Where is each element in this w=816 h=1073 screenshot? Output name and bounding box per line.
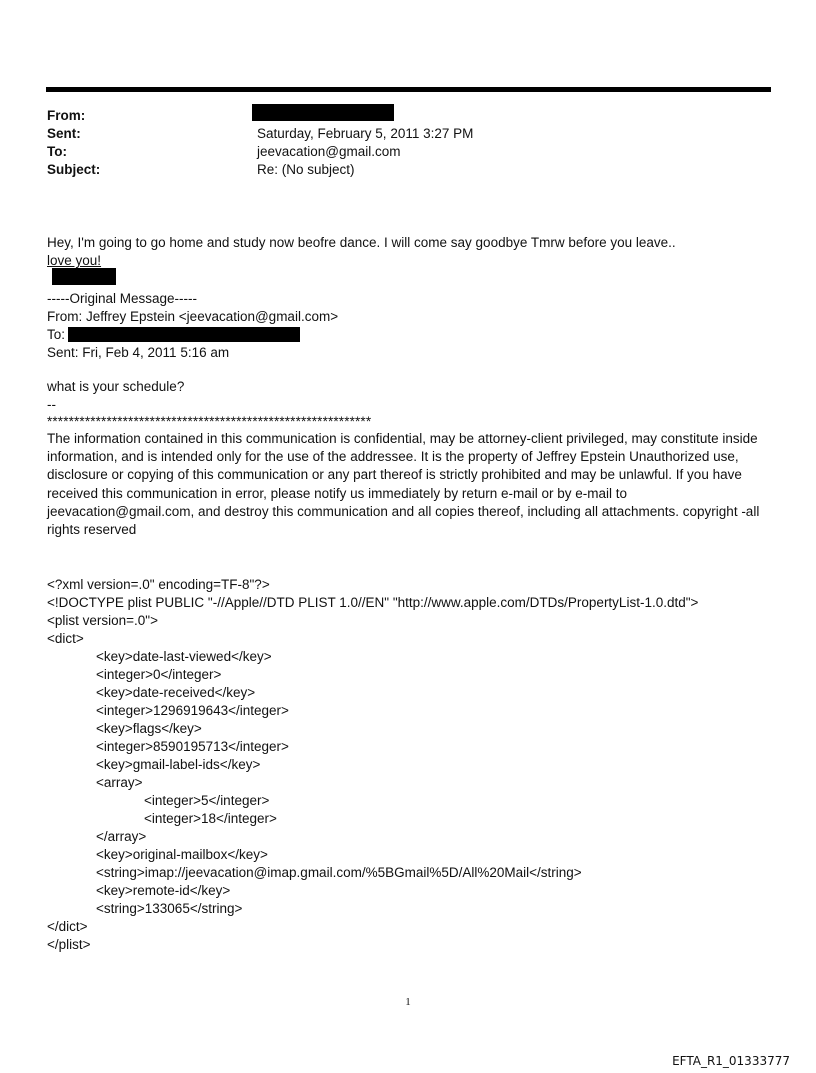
to-label: To: (47, 144, 67, 159)
bates-number: EFTA_R1_01333777 (672, 1054, 790, 1068)
xml-line: <integer>5</integer> (144, 793, 270, 808)
disclaimer-stars: ************************************************************ (47, 414, 372, 429)
to-value: jeevacation@gmail.com (257, 144, 401, 159)
xml-line: <string>133065</string> (96, 901, 243, 916)
xml-line: <key>remote-id</key> (96, 883, 231, 898)
message-body-line-1: Hey, I'm going to go home and study now beofre dance. I will come say goodbye Tmrw before you leave.. (47, 235, 676, 250)
xml-line: <array> (96, 775, 143, 790)
xml-line: <key>original-mailbox</key> (96, 847, 268, 862)
xml-line: <key>date-received</key> (96, 685, 256, 700)
original-sent: Sent: Fri, Feb 4, 2011 5:16 am (47, 345, 230, 360)
xml-line: </plist> (47, 937, 91, 952)
subject-value: Re: (No subject) (257, 162, 355, 177)
xml-line: </array> (96, 829, 147, 844)
page-number: 1 (405, 996, 411, 1008)
original-message-marker: -----Original Message----- (47, 291, 198, 306)
email-header (47, 107, 747, 187)
xml-line: <dict> (47, 631, 84, 646)
original-to-label: To: (47, 327, 66, 342)
from-label: From: (47, 108, 86, 123)
xml-line: <integer>18</integer> (144, 811, 277, 826)
xml-line: <string>imap://jeevacation@imap.gmail.com/%5BGmail%5D/All%20Mail</string> (96, 865, 582, 880)
xml-line: <plist version=.0"> (47, 613, 158, 628)
redacted-signature (52, 268, 116, 285)
original-from: From: Jeffrey Epstein <jeevacation@gmail.com> (47, 309, 339, 324)
xml-line: <!DOCTYPE plist PUBLIC "-//Apple//DTD PLIST 1.0//EN" "http://www.apple.com/DTDs/PropertyList-1.0.dtd"> (47, 595, 699, 610)
xml-line: <?xml version=.0" encoding=TF-8"?> (47, 577, 270, 592)
xml-line: <integer>0</integer> (96, 667, 222, 682)
original-question: what is your schedule? (47, 379, 185, 394)
signature-separator: -- (47, 397, 56, 412)
xml-line: <integer>8590195713</integer> (96, 739, 289, 754)
redacted-sender (252, 104, 394, 121)
xml-line: <key>flags</key> (96, 721, 202, 736)
xml-line: </dict> (47, 919, 88, 934)
redacted-recipient (68, 327, 300, 342)
confidentiality-disclaimer: The information contained in this communication is confidential, may be attorney-client privileged, may constitute inside information, and is intended only for the use of the addressee. It is the property of Jeffrey Epstein Unauthorized use, disclosure or copying of this communication or any part thereof is strictly prohibited and may be unlawful. If you have received this communication in error, please notify us immediately by return e-mail or by e-mail to jeevacation@gmail.com, and destroy this communication and all copies thereof, including all attachments. copyright -all rights reserved (47, 431, 760, 538)
header-rule (46, 87, 771, 92)
subject-label: Subject: (47, 162, 101, 177)
sent-label: Sent: (47, 126, 81, 141)
xml-line: <key>date-last-viewed</key> (96, 649, 272, 664)
sent-value: Saturday, February 5, 2011 3:27 PM (257, 126, 474, 141)
xml-line: <key>gmail-label-ids</key> (96, 757, 261, 772)
message-body-line-2: love you! (47, 253, 102, 268)
xml-line: <integer>1296919643</integer> (96, 703, 289, 718)
